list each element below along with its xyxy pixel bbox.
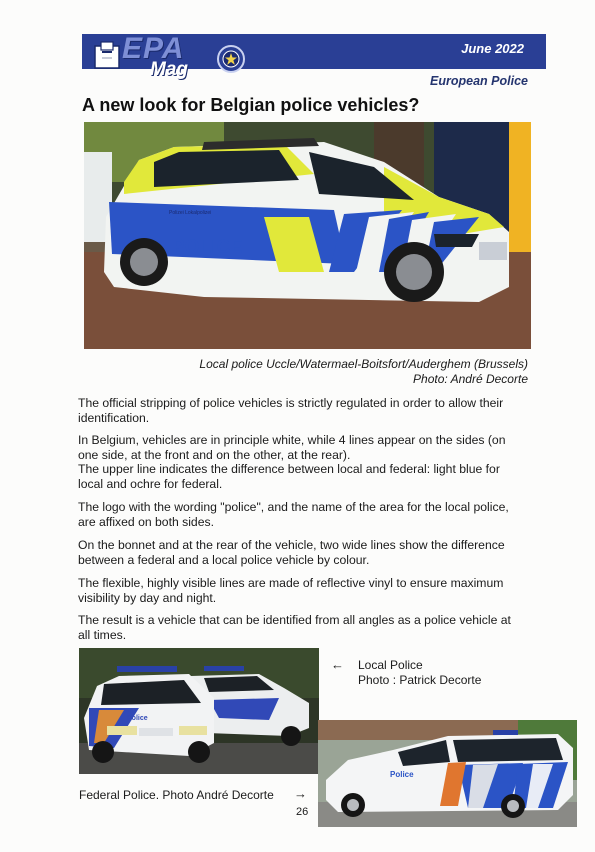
paragraph-line: between a federal and a local police vehicle by colour. xyxy=(78,552,370,567)
local-caption-line-2: Photo : Patrick Decorte xyxy=(358,673,482,687)
section-label: European Police xyxy=(430,74,528,88)
local-photo-caption xyxy=(358,658,481,688)
issue-date: June 2022 xyxy=(461,41,524,56)
paragraph-1 xyxy=(78,396,528,425)
main-caption-line-2: Photo: André Decorte xyxy=(413,372,528,386)
paragraph-line: The flexible, highly visible lines are made of reflective vinyl to ensure maximum xyxy=(78,576,504,590)
local-police-car-illustration xyxy=(318,720,577,827)
paragraph-line: The upper line indicates the difference between local and federal: light blue for xyxy=(78,462,500,476)
left-arrow-icon: ← xyxy=(331,657,344,672)
police-suv-illustration xyxy=(84,122,531,349)
vehicle-police-text: POLICE xyxy=(172,237,243,258)
page-number: 26 xyxy=(296,806,309,818)
paragraph-line: On the bonnet and at the rear of the vehicle, two wide lines show the difference xyxy=(78,538,505,552)
paragraph-line: all times. xyxy=(78,627,127,642)
paragraph-line: visibility by day and night. xyxy=(78,590,217,605)
paragraph-line: In Belgium, vehicles are in principle white, while 4 lines appear on the sides (on xyxy=(78,433,506,447)
article-title: A new look for Belgian police vehicles? xyxy=(82,95,420,115)
local-vehicle-police-text: Police xyxy=(390,770,414,779)
federal-photo-caption: Federal Police. Photo André Decorte xyxy=(79,788,274,802)
federal-police-cars-illustration xyxy=(79,648,319,774)
paragraph-line: are affixed on both sides. xyxy=(78,514,214,529)
paragraph-line: local and ochre for federal. xyxy=(78,476,223,491)
paragraph-3 xyxy=(78,500,528,529)
paragraph-line: The official stripping of police vehicles is strictly regulated in order to allow their xyxy=(78,396,504,410)
main-caption-line-1: Local police Uccle/Watermael-Boitsfort/Auderghem (Brussels) xyxy=(199,357,528,371)
paragraph-4 xyxy=(78,538,528,567)
federal-police-photo xyxy=(79,648,319,774)
local-caption-line-1: Local Police xyxy=(358,658,423,672)
paragraph-line: identification. xyxy=(78,410,150,425)
right-arrow-icon: → xyxy=(294,786,307,801)
paragraph-2 xyxy=(78,433,528,491)
paragraph-6 xyxy=(78,613,528,642)
logo-mag-text: Mag xyxy=(150,59,188,80)
police-emblem-icon xyxy=(216,44,246,74)
federal-vehicle-police-text: Police xyxy=(127,715,148,722)
main-police-vehicle-photo xyxy=(84,122,531,349)
local-police-photo xyxy=(318,720,577,827)
paragraph-5 xyxy=(78,576,528,605)
logo-epa-text: EPA xyxy=(122,32,185,65)
paragraph-line: The result is a vehicle that can be identified from all angles as a police vehicle at xyxy=(78,613,511,627)
vehicle-door-text: Polizei Lokalpolizei xyxy=(169,210,212,216)
paragraph-line: one side, at the front and on the other, at the rear). xyxy=(78,447,351,462)
main-photo-caption xyxy=(160,357,528,387)
paragraph-line: The logo with the wording "police", and the name of the area for the local police, xyxy=(78,500,509,514)
